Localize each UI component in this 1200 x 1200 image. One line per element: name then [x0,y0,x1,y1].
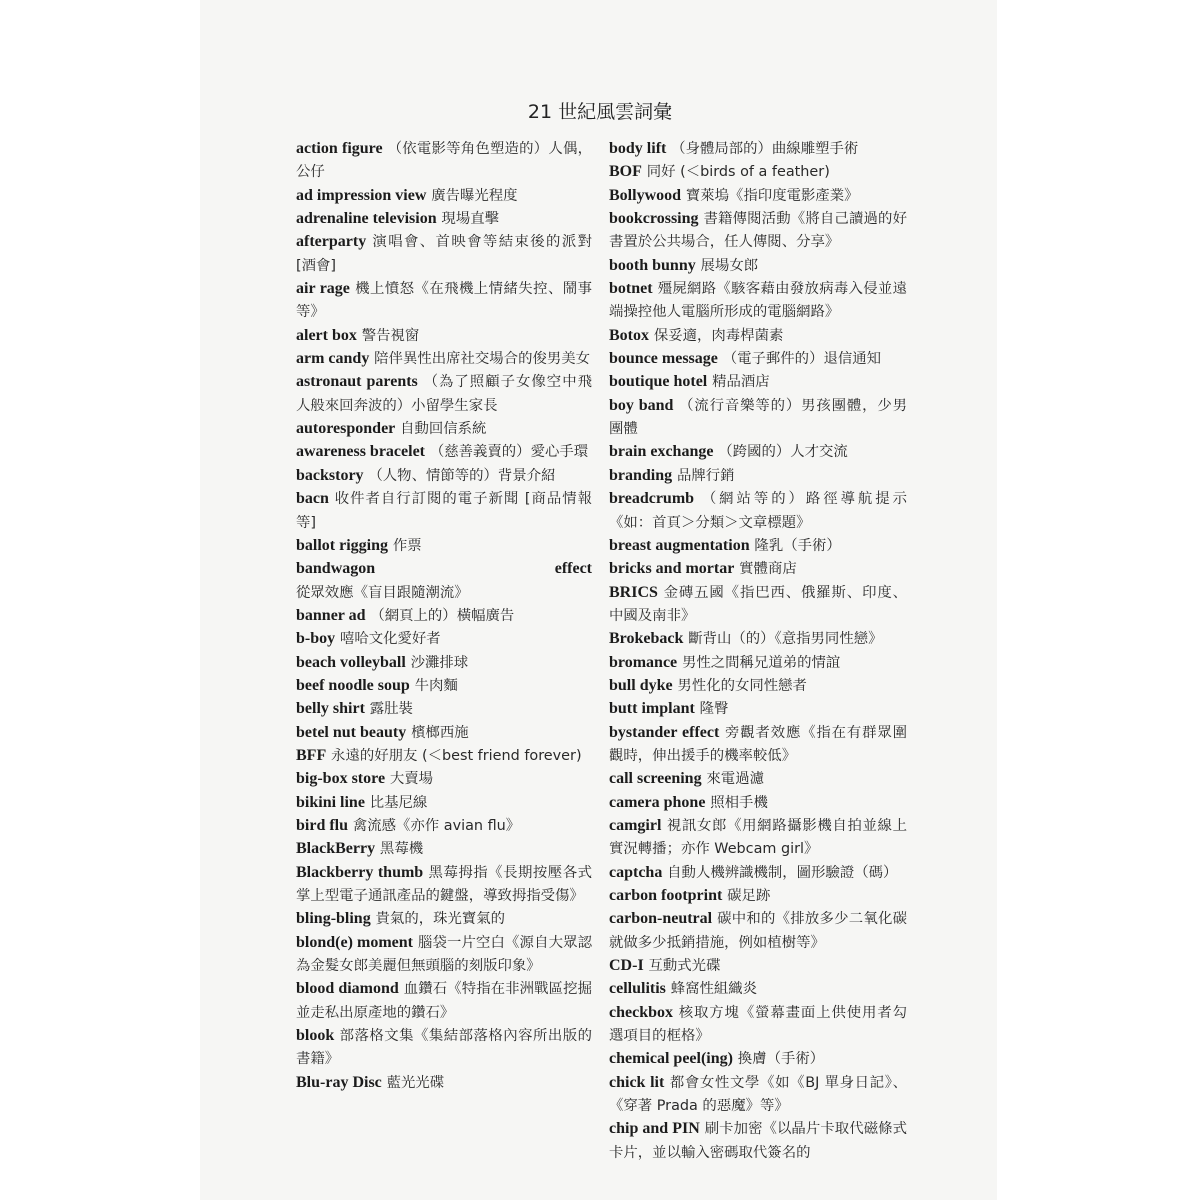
entry-definition: 貴氣的，珠光寶氣的 [375,911,506,928]
dictionary-entry [609,464,907,487]
entry-definition: 金磚五國《指巴西、俄羅斯、印度、中國及南非》 [609,584,907,624]
dictionary-entry [609,137,907,160]
entry-definition: 隆臀 [699,701,729,718]
entry-definition: 碳中和的《排放多少二氧化碳就做多少抵銷措施，例如植樹等》 [609,911,907,951]
dictionary-entry [296,837,592,860]
dictionary-entry [296,534,592,557]
dictionary-entry [609,814,907,861]
entry-term: camgirl [609,816,662,834]
entry-definition: 品牌行銷 [676,467,735,484]
entry-definition: 旁觀者效應《指在有群眾圍觀時，伸出援手的機率較低》 [609,724,908,764]
entry-definition: 隆乳（手術） [754,537,841,554]
dictionary-entry [296,324,592,347]
entry-term: betel nut beauty [296,723,407,741]
entry-term: b-boy [296,630,336,648]
entry-definition: 露肚裝 [369,701,413,718]
entry-term: butt implant [609,700,695,718]
entry-definition: 互動式光碟 [648,958,721,975]
entry-definition: 警告視窗 [361,327,420,344]
entry-term: afterparty [296,233,367,251]
dictionary-entry [296,370,592,417]
entry-term: ad impression view [296,186,427,204]
dictionary-entry [296,861,592,908]
entry-definition: （人物、情節等的）背景介紹 [368,467,556,484]
entry-term: banner ad [296,606,366,624]
entry-definition: 嘻哈文化愛好者 [339,631,441,648]
dictionary-entry [609,440,907,463]
entry-definition: （網頁上的）橫幅廣告 [370,607,515,624]
entry-definition: 血鑽石《特指在非洲戰區挖掘並走私出原產地的鑽石》 [296,981,592,1021]
entry-term: ballot rigging [296,536,389,554]
entry-definition: 刷卡加密《以晶片卡取代磁條式卡片，並以輸入密碼取代簽名的 [609,1121,907,1161]
dictionary-entry [609,277,907,324]
dictionary-entry [609,861,907,884]
dictionary-entry [609,954,907,977]
entry-term: autoresponder [296,420,396,438]
dictionary-entry [296,791,592,814]
entry-term: BOF [609,163,642,181]
entry-definition: 沙灘排球 [410,654,469,671]
entry-definition: 核取方塊《螢幕畫面上供使用者勾選項目的框格》 [609,1004,907,1045]
dictionary-entry [609,160,907,183]
entry-term: bacn [296,490,329,508]
dictionary-entry [609,674,907,697]
entry-definition: 自動回信系統 [400,421,487,438]
dictionary-entry [296,697,592,720]
dictionary-entry [296,464,592,487]
entry-term: breadcrumb [609,490,695,508]
dictionary-entry [296,440,592,463]
entry-term: boy band [609,396,674,414]
entry-term: blond(e) moment [296,933,414,951]
entry-term: Blackberry thumb [296,863,424,881]
dictionary-entry [296,744,592,767]
dictionary-entry [609,254,907,277]
entry-definition: 藍光光碟 [386,1074,445,1091]
dictionary-entry [296,814,592,837]
entry-term: BRICS [609,583,658,601]
dictionary-entry [296,721,592,744]
dictionary-entry [296,931,592,978]
entry-definition: （身體局部的）曲線雕塑手術 [671,141,859,157]
entry-term: checkbox [609,1003,673,1021]
dictionary-entry [296,557,592,604]
entry-term: CD-I [609,957,644,975]
dictionary-entry [296,627,592,650]
entry-definition: （流行音樂等的）男孩團體，少男團體 [609,397,907,438]
dictionary-entry [296,1071,592,1094]
entry-definition: 換膚（手術） [737,1051,825,1068]
entry-term: brain exchange [609,443,714,461]
entry-term: bikini line [296,793,365,811]
dictionary-entry [296,207,592,230]
dictionary-entry [296,230,592,277]
entry-term: camera phone [609,793,706,811]
entry-definition: 演唱會、首映會等結束後的派對 [酒會] [296,234,592,274]
entry-term: bystander effect [609,723,720,741]
entry-definition: 比基尼線 [369,794,428,811]
entry-definition: 碳足跡 [727,888,771,904]
entry-term: body lift [609,140,667,157]
entry-term: boutique hotel [609,373,708,391]
dictionary-entry [609,394,907,441]
dictionary-entry [296,977,592,1024]
dictionary-entry [296,347,592,370]
entry-term: BFF [296,746,327,764]
entry-term: chick lit [609,1073,665,1091]
entry-definition: （依電影等角色塑造的）人偶，公仔 [296,141,593,181]
entry-term: booth bunny [609,256,696,274]
entry-definition: 從眾效應《盲目跟隨潮流》 [296,584,469,601]
entry-definition: 自動人機辨識機制，圖形驗證（碼） [667,864,898,881]
entry-term: chip and PIN [609,1120,700,1138]
dictionary-entry [296,487,592,534]
entry-term: adrenaline television [296,210,437,228]
entry-definition: 保妥適，肉毒桿菌素 [653,327,784,344]
dictionary-entry [609,627,907,650]
page-title: 21 世紀風雲詞彙 [527,101,673,123]
entry-definition: 收件者自行訂閱的電子新聞 [商品情報等] [296,491,592,531]
entry-definition: 黑莓機 [379,841,424,858]
dictionary-entry [296,417,592,440]
entry-term: alert box [296,326,357,344]
entry-definition: 黑莓拇指《長期按壓各式掌上型電子通訊產品的鍵盤，導致拇指受傷》 [296,864,592,904]
entry-definition: （網站等的）路徑導航提示《如：首頁＞分類＞文章標題》 [609,491,907,531]
entry-definition: 廣告曝光程度 [431,187,518,204]
entry-term: botnet [609,280,653,298]
dictionary-entry [609,1047,907,1070]
entry-term: blook [296,1027,335,1045]
entry-term: astronaut parents [296,373,418,391]
dictionary-entry [609,324,907,347]
entry-definition: 檳榔西施 [411,724,469,741]
entry-definition: 牛肉麵 [414,677,458,694]
dictionary-entry [296,184,592,207]
entry-term: bandwagon effect [296,560,592,578]
entry-term: arm candy [296,350,370,368]
entry-term: action figure [296,140,383,157]
entry-definition: 現場直擊 [441,211,499,228]
entry-definition: （為了照顧子女像空中飛人般來回奔波的）小留學生家長 [296,374,592,414]
dictionary-entry [609,977,907,1000]
entry-definition: 陪伴異性出席社交場合的俊男美女 [374,351,591,368]
entry-term: air rage [296,280,350,298]
dictionary-entry [296,767,592,790]
dictionary-entry [296,604,592,627]
entry-term: backstory [296,466,364,484]
dictionary-entry [296,1024,592,1071]
dictionary-entry [609,651,907,674]
entry-term: breast augmentation [609,536,750,554]
entry-definition: 蜂窩性組織炎 [670,981,758,998]
dictionary-entry [609,534,907,557]
dictionary-entry [609,1001,907,1048]
entry-definition: 男性化的女同性戀者 [677,677,807,694]
entry-definition: 來電過濾 [706,771,764,788]
entry-definition: 書籍傳閱活動《將自己讀過的好書置於公共場合，任人傳閱、分享》 [609,211,907,251]
dictionary-entry [296,277,592,324]
entry-term: BlackBerry [296,840,376,858]
entry-term: bird flu [296,816,349,834]
entry-term: Blu-ray Disc [296,1073,382,1091]
entry-definition: 部落格文集《集結部落格內容所出版的書籍》 [296,1028,592,1068]
entry-definition: （慈善義賣的）愛心手環 [429,444,589,461]
entry-term: belly shirt [296,700,365,718]
entry-definition: 同好 (＜birds of a feather) [646,164,830,181]
entry-definition: 寶萊塢《指印度電影產業》 [685,187,859,204]
dictionary-entry [296,651,592,674]
dictionary-entry [609,767,907,790]
entry-term: call screening [609,770,702,788]
dictionary-entry [296,907,592,930]
entry-term: branding [609,466,673,484]
dictionary-entry [609,184,907,207]
entry-term: captcha [609,863,663,881]
entry-term: blood diamond [296,980,399,998]
dictionary-entry [609,207,907,254]
entry-term: Brokeback [609,630,684,648]
entry-term: bromance [609,653,678,671]
entry-term: carbon-neutral [609,910,713,928]
entry-definition: 斷背山（的）《意指男同性戀》 [688,631,883,648]
entry-definition: 機上憤怒《在飛機上情緒失控、鬧事等》 [296,281,592,321]
entry-term: cellulitis [609,980,666,998]
entry-definition: 作票 [392,537,422,554]
entry-definition: 展場女郎 [700,257,759,274]
entry-definition: 男性之間稱兄道弟的情誼 [681,654,841,671]
dictionary-entry [609,884,907,907]
entry-definition: 實體商店 [739,561,797,578]
dictionary-entry [609,347,907,370]
entry-term: bookcrossing [609,210,699,228]
entry-definition: （電子郵件的）退信通知 [722,351,882,368]
entry-definition: 禽流感《亦作 avian flu》 [352,817,521,834]
entry-term: bling-bling [296,910,371,928]
entry-definition: （跨國的）人才交流 [718,444,848,461]
entry-definition: 殭屍網路《駭客藉由發放病毒入侵並遠端操控他人電腦所形成的電腦網路》 [609,281,907,321]
entry-definition: 視訊女郎《用網路攝影機自拍並線上實況轉播；亦作 Webcam girl》 [609,817,907,858]
entry-term: chemical peel(ing) [609,1050,733,1068]
dictionary-entry [609,581,907,628]
dictionary-entry [609,487,907,534]
dictionary-entry [609,1071,907,1118]
dictionary-entry [609,557,907,580]
dictionary-entry [609,1117,907,1164]
dictionary-entry [609,907,907,954]
dictionary-entry [609,791,907,814]
entry-term: bull dyke [609,676,673,694]
entry-definition: 都會女性文學《如《BJ 單身日記》、《穿著 Prada 的惡魔》等》 [609,1074,907,1115]
entry-definition: 照相手機 [710,794,768,811]
entry-definition: 永遠的好朋友 (＜best friend forever) [331,747,582,764]
entry-term: bricks and mortar [609,560,735,578]
entry-term: awareness bracelet [296,443,425,461]
dictionary-entry [296,674,592,697]
dictionary-entry [609,721,907,768]
dictionary-entry [296,137,592,184]
left-column [296,137,592,1094]
entry-term: bounce message [609,350,718,368]
entry-term: big-box store [296,770,386,788]
dictionary-entry [609,370,907,393]
entry-term: beach volleyball [296,653,406,671]
entry-definition: 腦袋一片空白《源自大眾認為金髮女郎美麗但無頭腦的刻版印象》 [296,934,592,975]
entry-definition: 精品酒店 [712,374,770,391]
entry-term: beef noodle soup [296,676,410,694]
dictionary-entry [609,697,907,720]
entry-term: Botox [609,326,649,344]
entry-definition: 大賣場 [389,771,434,788]
entry-term: Bollywood [609,186,682,204]
entry-term: carbon footprint [609,887,723,904]
right-column [609,137,907,1164]
